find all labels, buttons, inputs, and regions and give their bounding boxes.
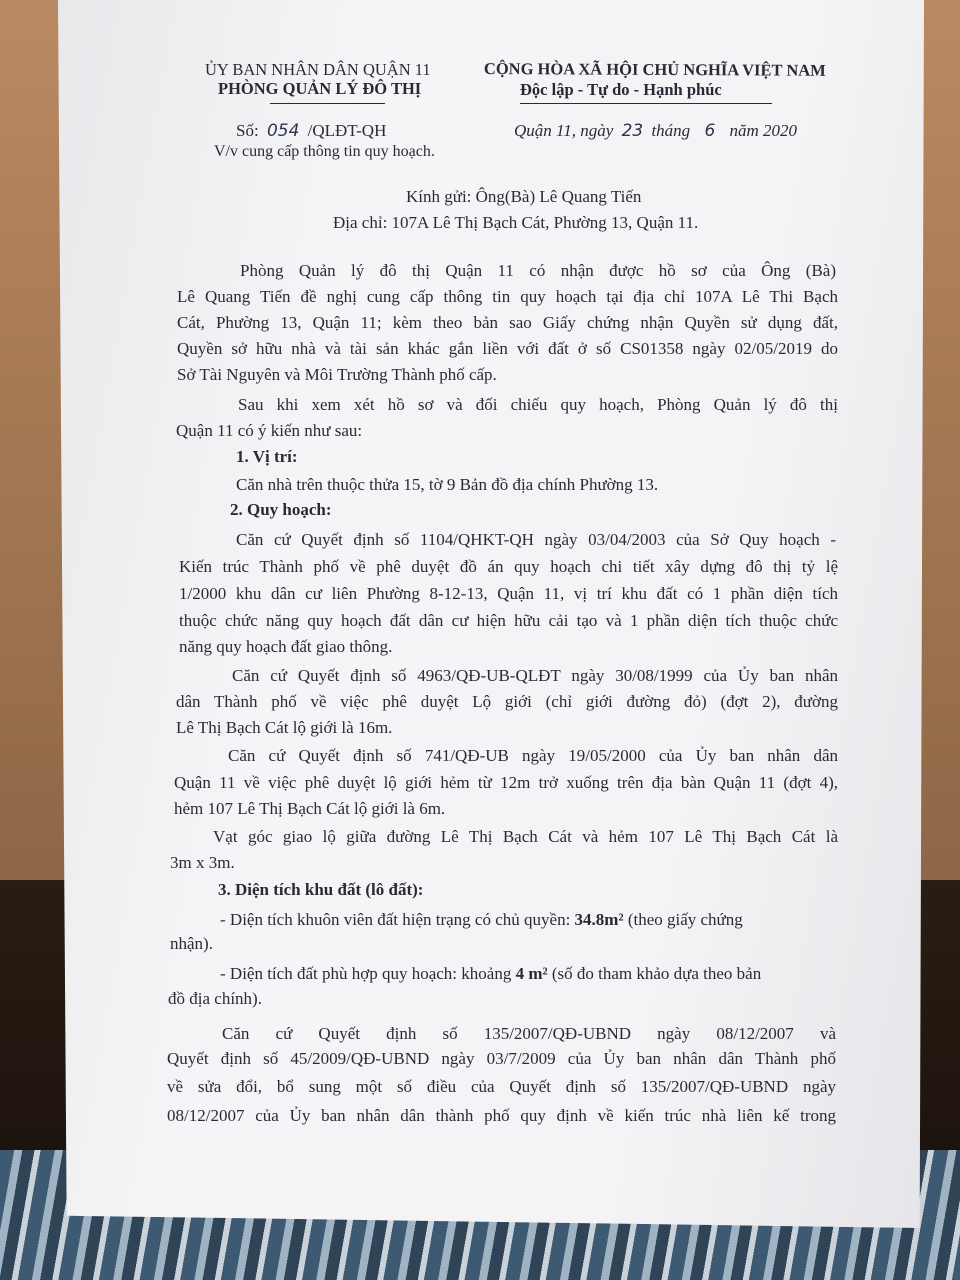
- land-area-current-note: (theo giấy chứng: [623, 910, 743, 929]
- nation-name: CỘNG HÒA XÃ HỘI CHỦ NGHĨA VIỆT NAM: [483, 59, 826, 80]
- section-2-paragraph-4-line: Vạt góc giao lộ giữa đường Lê Thị Bạch Cát và hẻm 107 Lê Thị Bạch Cát là: [213, 827, 838, 846]
- document-number: [236, 121, 386, 141]
- paragraph-1-line: Sở Tài Nguyên và Môi Trường Thành phố cấp.: [177, 365, 497, 384]
- recipient-line: Kính gửi: Ông(Bà) Lê Quang Tiến: [406, 187, 642, 206]
- section-3-heading: 3. Diện tích khu đất (lô đất):: [218, 880, 424, 899]
- section-1-text: Căn nhà trên thuộc thửa 15, tờ 9 Bản đồ địa chính Phường 13.: [236, 475, 659, 494]
- land-area-planned-text: - Diện tích đất phù hợp quy hoạch: khoảng: [220, 964, 516, 983]
- paragraph-1-line: Phòng Quản lý đô thị Quận 11 có nhận được hồ sơ của Ông (Bà): [240, 261, 836, 280]
- last-paragraph-line: 08/12/2007 của Ủy ban nhân dân thành phố quy định về kiến trúc nhà liên kế trong: [167, 1106, 836, 1125]
- date-year: năm 2020: [729, 121, 798, 140]
- land-area-planned-cont: đồ địa chính).: [168, 989, 262, 1008]
- section-2-paragraph-3-line: Quận 11 về việc phê duyệt lộ giới hẻm từ 12m trở xuống trên địa bàn Quận 11 (đợt 4),: [174, 773, 838, 792]
- section-2-paragraph-1-line: thuộc chức năng quy hoạch đất dân cư hiện hữu cải tạo và 1 phần diện tích thuộc chức: [179, 611, 838, 630]
- section-2-paragraph-2-line: Lê Thị Bạch Cát lộ giới là 16m.: [176, 718, 393, 737]
- date-month-handwritten: 6: [704, 121, 716, 141]
- subject-line: V/v cung cấp thông tin quy hoạch.: [214, 143, 435, 160]
- land-area-current-text: - Diện tích khuôn viên đất hiện trạng có chủ quyền:: [220, 910, 575, 929]
- section-1-heading: 1. Vị trí:: [236, 447, 298, 466]
- so-number-handwritten: 054: [266, 121, 300, 141]
- section-2-paragraph-2-line: Căn cứ Quyết định số 4963/QĐ-UB-QLĐT ngày 30/08/1999 của Ủy ban nhân: [232, 666, 838, 685]
- paragraph-1-line: Lê Quang Tiến đề nghị cung cấp thông tin quy hoạch tại địa chỉ 107A Lê Thi Bạch: [177, 287, 838, 306]
- recipient-address: Địa chỉ: 107A Lê Thị Bạch Cát, Phường 13, Quận 11.: [333, 213, 699, 232]
- org-underline: [270, 103, 385, 104]
- section-2-paragraph-1-line: Căn cứ Quyết định số 1104/QHKT-QH ngày 03/04/2003 của Sở Quy hoạch -: [236, 530, 836, 549]
- section-2-paragraph-2-line: dân Thành phố về việc phê duyệt Lộ giới (chỉ giới đường đỏ) (đợt 2), đường: [176, 692, 838, 711]
- land-area-planned-value: 4 m²: [515, 964, 548, 983]
- date-day-handwritten: 23: [621, 121, 644, 141]
- paragraph-2-line: Quận 11 có ý kiến như sau:: [176, 421, 363, 440]
- land-area-current-value: 34.8m²: [574, 910, 624, 929]
- last-paragraph-line: Quyết định số 45/2009/QĐ-UBND ngày 03/7/2009 của Ủy ban nhân dân Thành phố: [167, 1049, 836, 1068]
- date-prefix: Quận 11, ngày: [514, 121, 614, 140]
- section-2-heading: 2. Quy hoạch:: [230, 500, 332, 519]
- last-paragraph-line: Căn cứ Quyết định số 135/2007/QĐ-UBND ngày 08/12/2007 và: [222, 1024, 836, 1043]
- org-name-line2: PHÒNG QUẢN LÝ ĐÔ THỊ: [218, 79, 422, 98]
- section-2-paragraph-1-line: Kiến trúc Thành phố về phê duyệt đồ án quy hoạch chi tiết xây dựng đô thị tỷ lệ: [179, 557, 838, 576]
- nation-motto: Độc lập - Tự do - Hạnh phúc: [520, 80, 722, 99]
- so-suffix: /QLĐT-QH: [307, 121, 387, 140]
- section-2-paragraph-1-line: 1/2000 khu dân cư liên Phường 8-12-13, Quận 11, vị trí khu đất có 1 phần diện tích: [179, 584, 838, 603]
- section-2-paragraph-4-line: 3m x 3m.: [170, 853, 235, 872]
- motto-underline: [520, 103, 772, 104]
- land-area-current-cont: nhận).: [170, 934, 213, 953]
- section-2-paragraph-1-line: năng quy hoạch đất giao thông.: [179, 637, 393, 656]
- land-area-planned: [220, 964, 761, 984]
- paragraph-1-line: Cát, Phường 13, Quận 11; kèm theo bản sao Giấy chứng nhận Quyền sử dụng đất,: [177, 313, 838, 332]
- section-2-paragraph-3-line: hẻm 107 Lê Thị Bạch Cát lộ giới là 6m.: [174, 799, 446, 818]
- org-name-line1: ỦY BAN NHÂN DÂN QUẬN 11: [205, 60, 431, 79]
- land-area-current: [220, 910, 743, 930]
- so-label: Số:: [236, 121, 259, 140]
- date-month-label: tháng: [651, 121, 691, 140]
- land-area-planned-note: (số đo tham khảo dựa theo bản: [547, 964, 762, 983]
- issue-date: [514, 121, 797, 141]
- paragraph-2-line: Sau khi xem xét hồ sơ và đối chiếu quy hoạch, Phòng Quản lý đô thị: [238, 395, 838, 414]
- paragraph-1-line: Quyền sở hữu nhà và tài sản khác gắn liền với đất ở số CS01358 ngày 02/05/2019 do: [177, 339, 838, 358]
- section-2-paragraph-3-line: Căn cứ Quyết định số 741/QĐ-UB ngày 19/05/2000 của Ủy ban nhân dân: [228, 746, 838, 765]
- last-paragraph-line: về sửa đổi, bổ sung một số điều của Quyết định số 135/2007/QĐ-UBND ngày: [167, 1077, 836, 1096]
